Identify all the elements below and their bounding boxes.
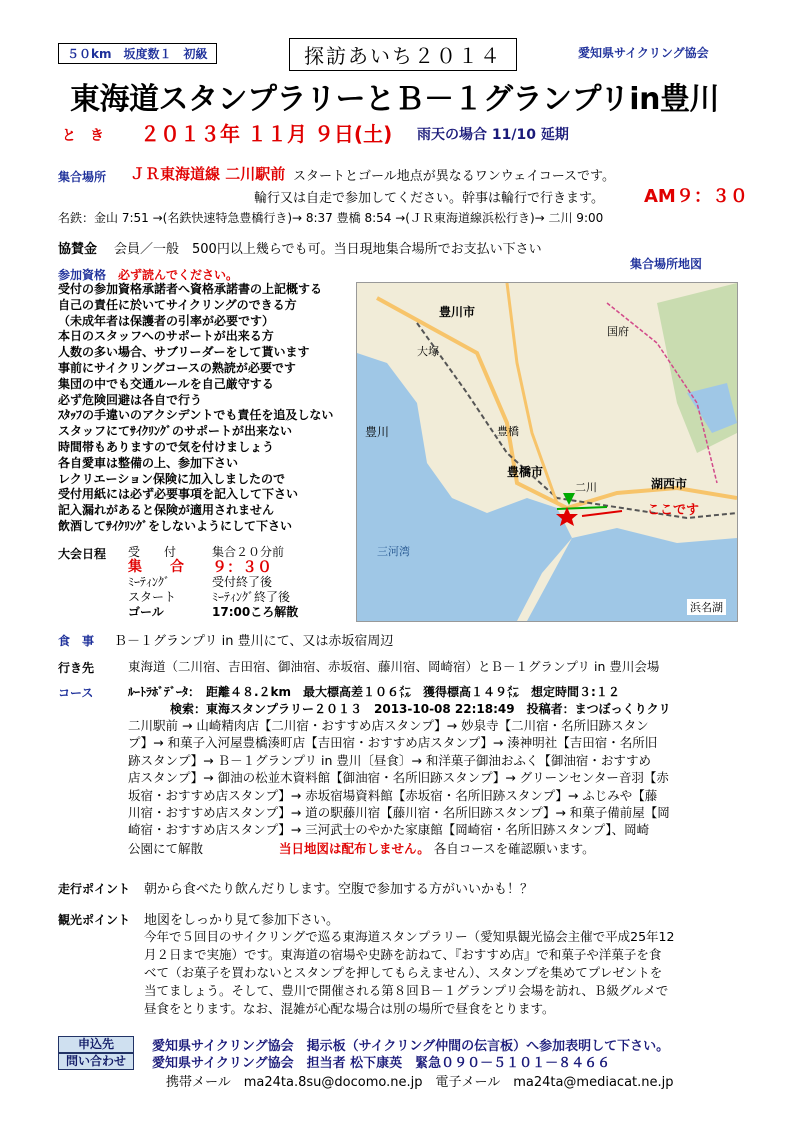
dest-text: 東海道（二川宿、吉田宿、御油宿、赤坂宿、藤川宿、岡崎宿）とＢ－１グランプリ in 豊川会場 [128,659,660,674]
meal-label: 食 事 [58,634,95,648]
course-label: コース [58,686,94,700]
sight-line: 月２日まで実施）です。東海道の宿場や史跡を訪ねて、『おすすめ店』で和菓子や洋菓子を食 [144,947,662,962]
page-title: 東海道スタンプラリーとＢ－１グランプリin豊川 [70,82,719,117]
map-label-toyohashi: 豊橋 [497,425,519,438]
qualification-must: 必ず読んでください。 [118,268,239,282]
schedule-row [128,605,298,620]
course-line: 川宿・おすすめ店スタンプ】→ 道の駅藤川宿【藤川宿・名所旧跡スタンプ】→ 和菓子備前屋【岡 [128,805,670,821]
course-line: プ】→ 和菓子入河屋豊橋湊町店【吉田宿・おすすめ店スタンプ】→ 湊神明社【吉田宿・名所旧 [128,735,658,751]
schedule-key: ゴール [128,605,164,619]
schedule-key: スタート [128,590,177,604]
course-line: 崎宿・おすすめ店スタンプ】→ 三河武士のやかた家康館【岡崎宿・名所旧跡スタンプ】、岡崎 [128,822,650,838]
map-graphic [357,283,737,621]
map-label-kou: 国府 [607,325,629,338]
schedule-key: 受 付 [128,545,177,559]
sight-line: 当てましょう。そして、豊川で開催される第８回Ｂ－１グランプリ会場を訪れ、Ｂ級グルメで [144,983,669,998]
apply-text: 愛知県サイクリング協会 掲示板（サイクリング仲間の伝言板）へ参加表明して下さい。 [152,1039,670,1054]
meeting-time: AM９：３０ [644,186,748,207]
qualification-item: ｽﾀｯﾌの手違いのアクシデントでも責任を追及しない [58,408,334,423]
contact-mail: 携帯メール ma24ta.8su@docomo.ne.jp 電子メール ma24ta@mediacat.ne.jp [166,1075,674,1090]
qualification-item: （未成年者は保護者の引率が必要です） [58,313,275,328]
qualification-item: 受付の参加資格承諾者へ資格承諾書の上記概する [58,282,323,296]
map-label-otsuka: 大塚 [417,345,439,358]
schedule-value: ﾐｰﾃｨﾝｸﾞ終了後 [212,590,291,604]
sight-line: べて（お菓子を買わないとスタンプを押してもらえません）、スタンプを集めてプレゼントを [144,965,663,980]
map-label-kosai: 湖西市 [651,477,688,491]
sight-label: 観光ポイント [58,913,131,927]
date-label: と き [62,128,104,144]
course-last-text: 公園にて解散 [128,841,204,856]
sight-line: 昼食をとります。なお、混雑が心配な場合は別の場所で昼食をとります。 [144,1001,555,1016]
qualification-item: 人数の多い場合、サブリーダーをして貰います [58,345,310,360]
map-label-futagawa: 二川 [575,481,597,494]
schedule-value: 17:00ころ解散 [212,605,299,619]
course-no-map: 当日地図は配布しません。 [279,841,430,856]
map-label-toyohashi-city: 豊橋市 [507,465,544,479]
course-line: 坂宿・おすすめ店スタンプ】→ 赤坂宿場資料館【赤坂宿・名所旧跡スタンプ】→ ふじみや【藤 [128,787,658,803]
qualification-item: 記入漏れがあると保険が適用されません [58,503,275,518]
sight-line: 今年で５回目のサイクリングで巡る東海道スタンプラリー（愛知県観光協会主催で平成25年12 [144,929,675,944]
qualification-item: 自己の責任に於いてサイクリングのできる方 [58,297,297,312]
meeting-place: ＪＲ東海道線 二川駅前 [130,165,286,183]
qualification-item: 各自愛車は整備の上、参加下さい [58,455,239,470]
map-here-label: ここです [647,503,700,518]
dest-label: 行き先 [58,661,95,675]
contact-label: 問い合わせ [58,1053,134,1070]
schedule-row [128,590,298,605]
course-line: 店スタンプ】→ 御油の松並木資料館【御油宿・名所旧跡スタンプ】→ グリーンセンター音羽【赤 [128,770,669,786]
qualification-label: 参加資格 [58,268,107,282]
schedule-key: 集 合 [128,559,184,575]
schedule-table [128,545,298,620]
schedule-value: 受付終了後 [212,575,273,589]
qualification-list [58,282,333,535]
course-last [128,839,595,857]
meeting-note1: スタートとゴール地点が異なるワンウェイコースです。 [293,169,616,184]
qualification-item: 時間帯もありますので気を付けましょう [58,439,275,454]
date-value: ２０１３年 １１月 ９日(土) [140,122,393,146]
meal-text: Ｂ－１グランプリ in 豊川にて、又は赤坂宿周辺 [114,634,394,649]
org-name: 愛知県サイクリング協会 [578,46,709,60]
series-title: 探訪あいち２０１４ [289,38,517,71]
qualification-header [58,266,238,283]
rain-note: 雨天の場合 11/10 延期 [417,127,569,143]
map-label-toyokawa-city: 豊川市 [439,305,476,319]
meeting-label: 集合場所 [58,170,107,184]
schedule-row [128,560,298,575]
map-label-toyokawa: 豊川 [365,425,390,439]
meeting-map [356,282,738,622]
course-search: 検索：東海スタンプラリー２０１３ 2013-10-08 22:18:49 投稿者：まつぼっくりクリ [170,702,671,716]
qualification-item: レクリエーション保険に加入しましたので [58,471,286,486]
qualification-item: 本日のスタッフへのサポートが出来る方 [58,329,274,344]
course-line: 跡スタンプ】→ Ｂ－１グランプリ in 豊川〔昼食〕→ 和洋菓子御油おふく【御油宿・おすすめ [128,752,651,768]
schedule-value: 集合２０分前 [212,545,285,559]
qualification-item: 必ず危険回避は各自で行う [58,392,203,407]
schedule-value: ９：３０ [212,558,273,576]
train-route: 名鉄：金山 7:51 →(名鉄快速特急豊橋行き)→ 8:37 豊橋 8:54 →(ＪＲ東海道線浜松行き)→ 二川 9:00 [58,211,604,225]
qualification-item: スタッフにてｻｲｸﾘﾝｸﾞのサポートが出来ない [58,424,293,439]
qualification-item: 飲酒してｻｲｸﾘﾝｸﾞをしないようにして下さい [58,518,293,533]
schedule-key: ﾐｰﾃｨﾝｸﾞ [128,575,171,589]
course-info: ﾙｰﾄﾗﾎﾞﾃﾞｰﾀ： 距離４８.２km 最大標高差１０６㍍ 獲得標高１４９㍍ 想定時間３:１２ [128,685,620,699]
apply-label: 申込先 [58,1036,134,1053]
qualification-item: 集団の中でも交通ルールを自己厳守する [58,376,274,391]
qualification-item: 事前にサイクリングコースの熟読が必要です [58,360,296,375]
fee-text: 会員／一般 500円以上幾らでも可。当日現地集合場所でお支払い下さい [114,242,542,257]
meeting-note2: 輪行又は自走で参加してください。幹事は輪行で行きます。 [254,191,604,206]
map-label-hamanako: 浜名湖 [687,599,726,615]
sight-description [144,928,674,1018]
fee-label: 協賛金 [58,242,98,257]
run-point-text: 朝から食べたり飲んだりします。空腹で参加する方がいいかも！？ [144,882,533,897]
qualification-item: 受付用紙には必ず必要事項を記入して下さい [58,487,299,502]
map-label-mikawa-bay: 三河湾 [377,545,410,558]
course-confirm: 各自コースを確認願います。 [433,841,595,856]
map-label: 集合場所地図 [630,257,703,271]
run-point-label: 走行ポイント [58,882,131,896]
level-badge: ５０km 坂度数１ 初級 [58,43,217,64]
course-line: 二川駅前 → 山崎精肉店【二川宿・おすすめ店スタンプ】→ 妙泉寺【二川宿・名所旧跡スタン [128,718,649,733]
contact-text: 愛知県サイクリング協会 担当者 松下康英 緊急０９０－５１０１－８４６６ [152,1056,611,1071]
course-route [128,717,670,839]
schedule-row [128,575,298,590]
sight-text0: 地図をしっかり見て参加下さい。 [144,913,340,928]
schedule-label: 大会日程 [58,547,107,561]
